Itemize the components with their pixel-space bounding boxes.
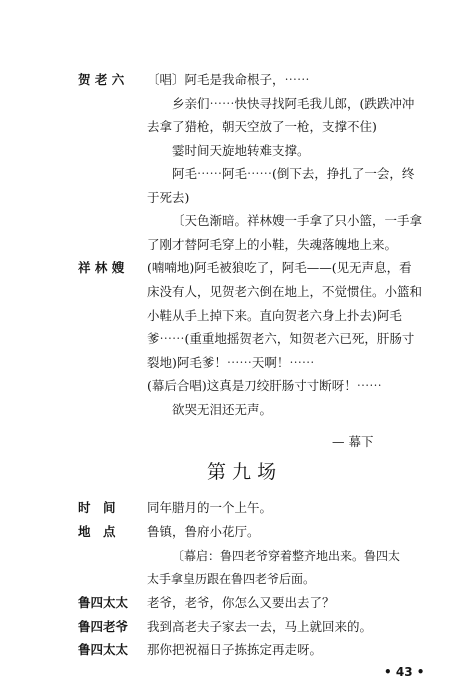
dialogue-line: 霎时间天旋地转难支撑。 [172,143,310,158]
speaker-xianglin-sao: 祥 林 嫂 [78,260,125,275]
page-number: • 43 • [384,665,425,679]
place-value: 鲁镇，鲁府小花厅。 [147,524,260,539]
dialogue-line: 欲哭无泪还无声。 [172,402,273,417]
speaker-lu-si-taitai: 鲁四太太 [78,642,129,657]
speaker-he-laoliu: 贺 老 六 [78,72,125,87]
dialogue-line: 我到高老夫子家去一去，马上就回来的。 [147,619,373,634]
dialogue-line: 床没有人，见贺老六倒在地上，不觉惯住。小篮和 [147,284,423,299]
dialogue-line: 裂地)阿毛爹！⋯⋯天啊！⋯⋯ [147,355,315,370]
speaker-lu-si-laoye: 鲁四老爷 [78,619,129,634]
scene-title: 第 九 场 [207,461,277,483]
dialogue-line: 于死去) [147,190,190,205]
stage-direction: 太手拿皇历跟在鲁四老爷后面。 [147,572,316,586]
dialogue-line: 〔唱〕阿毛是我命根子，⋯⋯ [147,72,310,87]
dialogue-line: (喃喃地)阿毛被狼吃了，阿毛——(见无声息，看 [147,260,412,275]
stage-direction: 〔天色渐暗。祥林嫂一手拿了只小篮，一手拿 [172,213,423,228]
dialogue-line: 那你把祝福日子拣拣定再走呀。 [147,642,323,657]
label-time: 时 间 [78,500,116,515]
stage-direction: 了刚才替阿毛穿上的小鞋，失魂落魄地上来。 [147,237,398,252]
label-place: 地 点 [78,524,116,539]
dialogue-line: (幕后合唱)这真是刀绞肝肠寸寸断呀！⋯⋯ [147,378,382,393]
dialogue-line: 乡亲们⋯⋯快快寻找阿毛我儿郎，(跌跌冲冲 [172,96,415,111]
dialogue-line: 去拿了猎枪，朝天空放了一枪，支撑不住) [147,119,377,134]
stage-direction: 〔幕启：鲁四老爷穿着整齐地出来。鲁四太 [172,549,401,563]
time-value: 同年腊月的一个上午。 [147,500,273,515]
dialogue-line: 小鞋从手上掉下来。直向贺老六身上扑去)阿毛 [147,308,402,323]
speaker-lu-si-taitai: 鲁四太太 [78,595,129,610]
dialogue-line: 阿毛⋯⋯阿毛⋯⋯(倒下去，挣扎了一会，终 [172,166,415,181]
dialogue-line: 老爷，老爷，你怎么又要出去了？ [147,595,335,610]
curtain-note: — 幕下 [332,434,374,449]
dialogue-line: 爹⋯⋯(重重地摇贺老六，知贺老六已死，肝肠寸 [147,331,415,346]
